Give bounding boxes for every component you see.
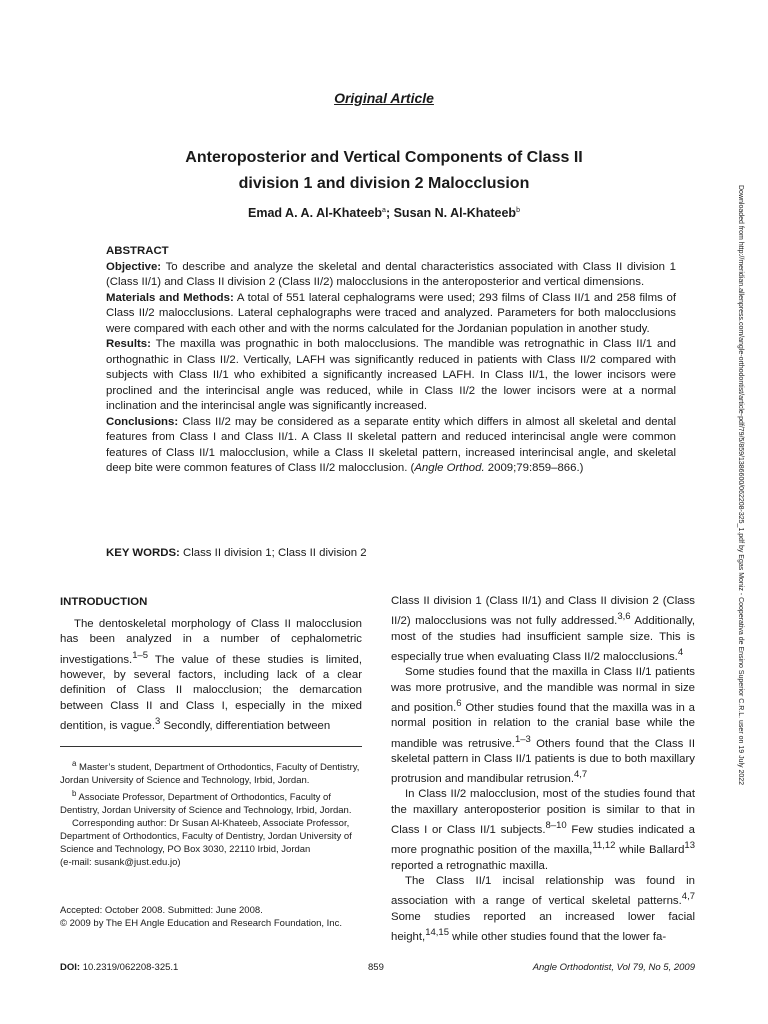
- keywords: KEY WORDS: Class II division 1; Class II division 2: [106, 547, 367, 559]
- author-1: Emad A. A. Al-Khateeb: [248, 206, 383, 220]
- author-2-mark: b: [516, 206, 520, 214]
- abstract-conclusions: Conclusions: Class II/2 may be considered as a separate entity which differs in almost all skeletal and dental features from Class I and Class II/1. A Class II skeletal pattern and reduced interincisal angle were common features of Class II/1 malocclusion, while a Class II skeletal pattern, increased interincisal angle, and skeletal deep bite were common features of Class II/2 malocclusion. (Angle Orthod. 2009;79:859–866.): [106, 415, 676, 474]
- doi: DOI: 10.2319/062208-325.1: [60, 962, 179, 973]
- abstract-objective: Objective: To describe and analyze the skeletal and dental characteristics associated with Class II division 1 (Class II/1) and Class II division 2 (Class II/2) malocclusions in the anteroposterior and vertical dimensions.: [106, 260, 676, 288]
- author-separator: ;: [385, 206, 394, 220]
- email: (e-mail: susank@just.edu.jo): [60, 857, 181, 869]
- abstract-heading: ABSTRACT: [106, 245, 169, 257]
- author-2: Susan N. Al-Khateeb: [393, 206, 517, 220]
- corresponding-author: Corresponding author: Dr Susan Al-Khateeb, Associate Professor, Department of Orthodontics, Faculty of Dentistry, Jordan University of Science and Technology, PO Box 3030, 22110 Irbid, Jordan: [60, 818, 352, 856]
- intro-heading: INTRODUCTION: [60, 596, 148, 608]
- journal-info: Angle Orthodontist, Vol 79, No 5, 2009: [532, 962, 695, 973]
- abstract-methods: Materials and Methods: A total of 551 lateral cephalograms were used; 293 films of Class II/1 and 258 films of Class II/2 malocclusions. Lateral cephalographs were traced and analyzed. Parameters for both malocclusions were compared with each other and with the norms calculated for the Jordanian population in another study.: [106, 291, 676, 335]
- title-line-1: Anteroposterior and Vertical Components of Class II: [185, 149, 583, 166]
- title-line-2: division 1 and division 2 Malocclusion: [238, 175, 530, 192]
- abstract: [106, 244, 676, 477]
- article-title: [100, 145, 668, 197]
- dates: Accepted: October 2008. Submitted: June 2008.: [60, 905, 263, 916]
- page-number: 859: [368, 962, 384, 973]
- download-watermark: Downloaded from http://meridian.allenpress.com/angle-orthodontist/article-pdf/79/5/859/1386600/062208-325_1.pdf by Egas Moniz - Cooperativa de Ensino Superior C.R.L. user on 19 July 2022: [737, 185, 744, 786]
- footnote-divider: [60, 746, 362, 747]
- section-label: Original Article: [334, 90, 434, 106]
- copyright: © 2009 by The EH Angle Education and Research Foundation, Inc.: [60, 918, 342, 929]
- abstract-results: Results: The maxilla was prognathic in both malocclusions. The mandible was retrognathic in Class II/1 and orthognathic in Class II/2. Vertically, LAFH was significantly reduced in patients with Class II/2 compared with subjects with Class II/1 who exhibited a significantly increased LAFH. In Class II/1, the lower incisors were proclined and the interincisal angle was reduced, while in Class II/2 the lower incisors were at a normal inclination and the interincisal angle was significantly increased.: [106, 338, 676, 412]
- intro-right-text: Class II division 1 (Class II/1) and Class II division 2 (Class II/2) malocclusions was not fully addressed.$^{3,6}$ Additionally, most of the studies had insufficient sample size. This is especially true when evaluating Class II/2 malocclusions.$^4$ Some studies found that the maxilla in Class II/1 patients was more protrusive, and the mandible was normal in size and position.$^6$ Other studies found that the maxilla was in a normal position in relation to the cranial base while the mandible was retrusive.$^{1-3}$ Others found that the Class II skeletal pattern in Class II/1 patients is due to both maxillary protrusion and mandibular retrusion.$^{4,7}$ In Class II/2 malocclusion, most of the studies found that the maxillary anteroposterior position is similar to that in Class I or Class II/1 subjects.$^{8-10}$ Few studies indicated a more prognathic position of the maxilla,$^{11,12}$ while Ballard$^{13}$ reported a retrognathic maxilla. The Class II/1 incisal relationship was found in association with a range of vertical skeletal patterns.$^{4,7}$ Some studies reported an increased lower facial height,$^{14,15}$ while other studies found that the lower fa-: [391, 595, 696, 943]
- author-1-mark: a: [382, 206, 386, 214]
- author-line: [0, 206, 768, 220]
- accepted-info: [60, 904, 362, 930]
- footnotes: $^a$ Master’s student, Department of Orthodontics, Faculty of Dentistry, Jordan University of Science and Technology, Irbid, Jordan. $^b$ Associate Professor, Department of Orthodontics, Faculty of Dentistry, Jordan University of Science and Technology, Irbid, Jordan. Corresponding author: Dr Susan Al-Khateeb, Associate Professor, Department of Orthodontics, Faculty of Dentistry, Jordan University of Science and Technology, PO Box 3030, 22110 Irbid, Jordan (e-mail: susank@just.edu.jo): [60, 757, 362, 869]
- intro-left-text: The dentoskeletal morphology of Class II malocclusion has been analyzed in a number of cephalometric investigations.$^{1-5}$ The value of these studies is limited, however, by several factors, including lack of a clear definition of Class II malocclusion; the demarcation between Class II and Class I, especially in the mixed dentition, is vague.$^3$ Secondly, differentiation between: [60, 618, 362, 733]
